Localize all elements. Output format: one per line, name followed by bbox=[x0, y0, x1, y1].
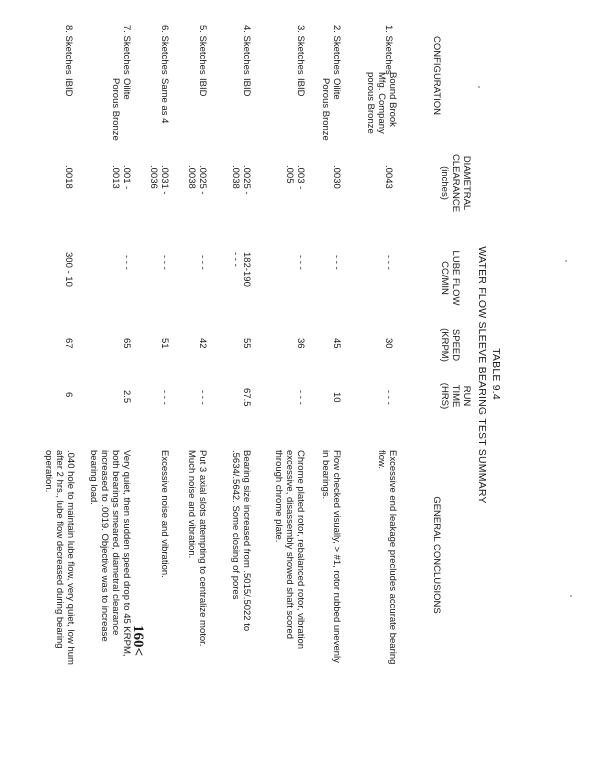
clearance-line: .003 - bbox=[295, 165, 306, 190]
clearance-line: .0036 bbox=[148, 165, 159, 189]
row-speed: 45 bbox=[331, 338, 342, 349]
row-lube-flow: - - - bbox=[159, 255, 170, 270]
row-sketch: 1. Sketches bbox=[383, 25, 394, 75]
header-speed-line-1: SPEED bbox=[450, 328, 461, 362]
row-conclusions: Flow checked visually, > #1, rotor rubbed unevenly in bearings. bbox=[320, 450, 342, 663]
clearance-line: .0025 - bbox=[197, 165, 208, 195]
row-sketch: 8. Sketches bbox=[63, 25, 74, 75]
clearance-line: .0018 bbox=[63, 165, 74, 189]
row-conclusions: Very quiet, then sudden speed drop to 45 KRPM, both bearings smeared, diametral clearance increased to .0019. Objective was to increase bearing load. bbox=[88, 450, 132, 657]
clearance-line: .0043 bbox=[383, 165, 394, 189]
row-speed: 65 bbox=[121, 338, 132, 349]
config-line: Porous Bronze bbox=[320, 78, 331, 141]
row-run-time: 67.5 bbox=[241, 388, 252, 407]
config-line: Porous Bronze bbox=[110, 78, 121, 141]
page-number-stamp: 160< bbox=[130, 625, 146, 657]
header-clearance-line-1: DIAMETRAL bbox=[461, 155, 472, 211]
row-run-time: - - - bbox=[197, 390, 208, 405]
header-speed-line-2: (KRPM) bbox=[439, 328, 450, 362]
table-title: WATER FLOW SLEEVE BEARING TEST SUMMARY bbox=[476, 246, 488, 504]
row-conclusions: Excessive end leakage precludes accurate bearing flow. bbox=[376, 450, 398, 665]
row-sketch: 3. Sketches bbox=[295, 25, 306, 75]
lube-flow-line: 182-190 bbox=[241, 252, 252, 287]
row-run-time: - - - bbox=[159, 390, 170, 405]
row-run-time: 10 bbox=[331, 392, 342, 403]
header-run-time-line-3: (HRS) bbox=[439, 382, 450, 410]
clearance-line: .001 - bbox=[121, 165, 132, 190]
row-conclusions: Chrome plated rotor, rebalanced rotor, vibration excessive, disassembly showed shaft scored through chrome plate. bbox=[273, 450, 306, 650]
row-configuration bbox=[159, 78, 170, 123]
scan-speck bbox=[570, 595, 572, 597]
header-clearance-line-3: (inches) bbox=[439, 166, 450, 200]
config-line: porous Bronze bbox=[365, 72, 376, 134]
row-run-time: - - - bbox=[383, 390, 394, 405]
row-run-time: 2.5 bbox=[121, 390, 132, 404]
row-sketch: 6. Sketches bbox=[159, 25, 170, 75]
row-clearance bbox=[284, 165, 306, 189]
clearance-line: .005 bbox=[284, 165, 295, 184]
row-configuration bbox=[110, 78, 132, 141]
header-run-time-line-2: TIME bbox=[450, 384, 461, 408]
config-line: IBID bbox=[63, 78, 74, 97]
scan-speck bbox=[565, 260, 567, 262]
config-line: IBID bbox=[295, 78, 306, 97]
header-configuration: CONFIGURATION bbox=[431, 36, 442, 115]
row-configuration bbox=[197, 78, 208, 96]
row-speed: 67 bbox=[63, 338, 74, 349]
row-speed: 51 bbox=[159, 338, 170, 349]
row-clearance bbox=[186, 165, 208, 195]
row-conclusions: .040 hole to maintain lube flow, very quiet, low hum after 2 hrs., lube flow decreased during bearing operation. bbox=[43, 450, 76, 665]
clearance-line: .0031 - bbox=[159, 165, 170, 195]
clearance-line: .0030 bbox=[331, 165, 342, 189]
row-run-time: - - - bbox=[295, 390, 306, 405]
row-speed: 42 bbox=[197, 338, 208, 349]
config-line: IBID bbox=[197, 78, 208, 97]
header-clearance bbox=[439, 143, 472, 223]
clearance-line: .0038 bbox=[230, 165, 241, 189]
row-clearance bbox=[148, 165, 170, 195]
clearance-line: .0025 - bbox=[241, 165, 252, 195]
row-configuration bbox=[295, 78, 306, 96]
clearance-line: .0038 bbox=[186, 165, 197, 189]
header-speed bbox=[439, 320, 461, 370]
row-conclusions: Put 3 axial slots attempting to centralize motor. Much noise and vibration. bbox=[186, 450, 208, 647]
row-configuration bbox=[241, 78, 252, 96]
config-line: IBID bbox=[241, 78, 252, 97]
config-line: Bound Brook bbox=[387, 72, 398, 127]
row-sketch: 4. Sketches bbox=[241, 25, 252, 75]
header-run-time bbox=[439, 375, 472, 417]
header-lube-flow-line-2: CC/MIN bbox=[439, 261, 450, 295]
row-speed: 36 bbox=[295, 338, 306, 349]
row-sketch: 5. Sketches bbox=[197, 25, 208, 75]
header-general-conclusions: GENERAL CONCLUSIONS bbox=[431, 496, 442, 614]
row-conclusions: Bearing size increased from .5015/.5022 to .5634/.5642. Some closing of pores bbox=[230, 450, 252, 632]
header-run-time-line-1: RUN bbox=[461, 385, 472, 407]
row-conclusions: Excessive noise and vibration. bbox=[159, 450, 170, 578]
config-line: Mfg. Company bbox=[376, 72, 387, 134]
row-clearance bbox=[63, 165, 74, 189]
row-clearance bbox=[110, 165, 132, 189]
row-lube-flow: - - - bbox=[295, 255, 306, 270]
row-sketch: 7. Sketches bbox=[121, 25, 132, 75]
row-lube-flow: 300 - 10 bbox=[63, 252, 74, 287]
row-clearance bbox=[331, 165, 342, 189]
row-configuration bbox=[63, 78, 74, 96]
row-run-time: 6 bbox=[63, 392, 74, 398]
row-speed: 55 bbox=[241, 338, 252, 349]
clearance-line: .0013 bbox=[110, 165, 121, 189]
row-lube-flow: - - - bbox=[121, 255, 132, 270]
row-clearance bbox=[383, 165, 394, 189]
row-lube-flow: - - - bbox=[383, 255, 394, 270]
header-lube-flow-line-1: LUBE FLOW bbox=[450, 250, 461, 306]
config-line: Same as 4 bbox=[159, 78, 170, 124]
header-clearance-line-2: CLEARANCE bbox=[450, 153, 461, 213]
scan-speck bbox=[478, 86, 480, 88]
row-clearance bbox=[230, 165, 252, 195]
table-label-text: TABLE 9.4 bbox=[490, 348, 502, 400]
config-line: Oilite bbox=[121, 78, 132, 100]
row-lube-flow: - - - bbox=[331, 255, 342, 270]
lube-flow-line: - - - bbox=[230, 252, 241, 267]
row-configuration bbox=[365, 72, 398, 134]
row-lube-flow bbox=[230, 252, 252, 287]
row-speed: 30 bbox=[383, 338, 394, 349]
row-configuration bbox=[320, 78, 342, 141]
row-lube-flow: - - - bbox=[197, 255, 208, 270]
row-sketch: 2. Sketches bbox=[331, 25, 342, 75]
config-line: Oilite bbox=[331, 78, 342, 100]
header-lube-flow bbox=[439, 243, 461, 313]
